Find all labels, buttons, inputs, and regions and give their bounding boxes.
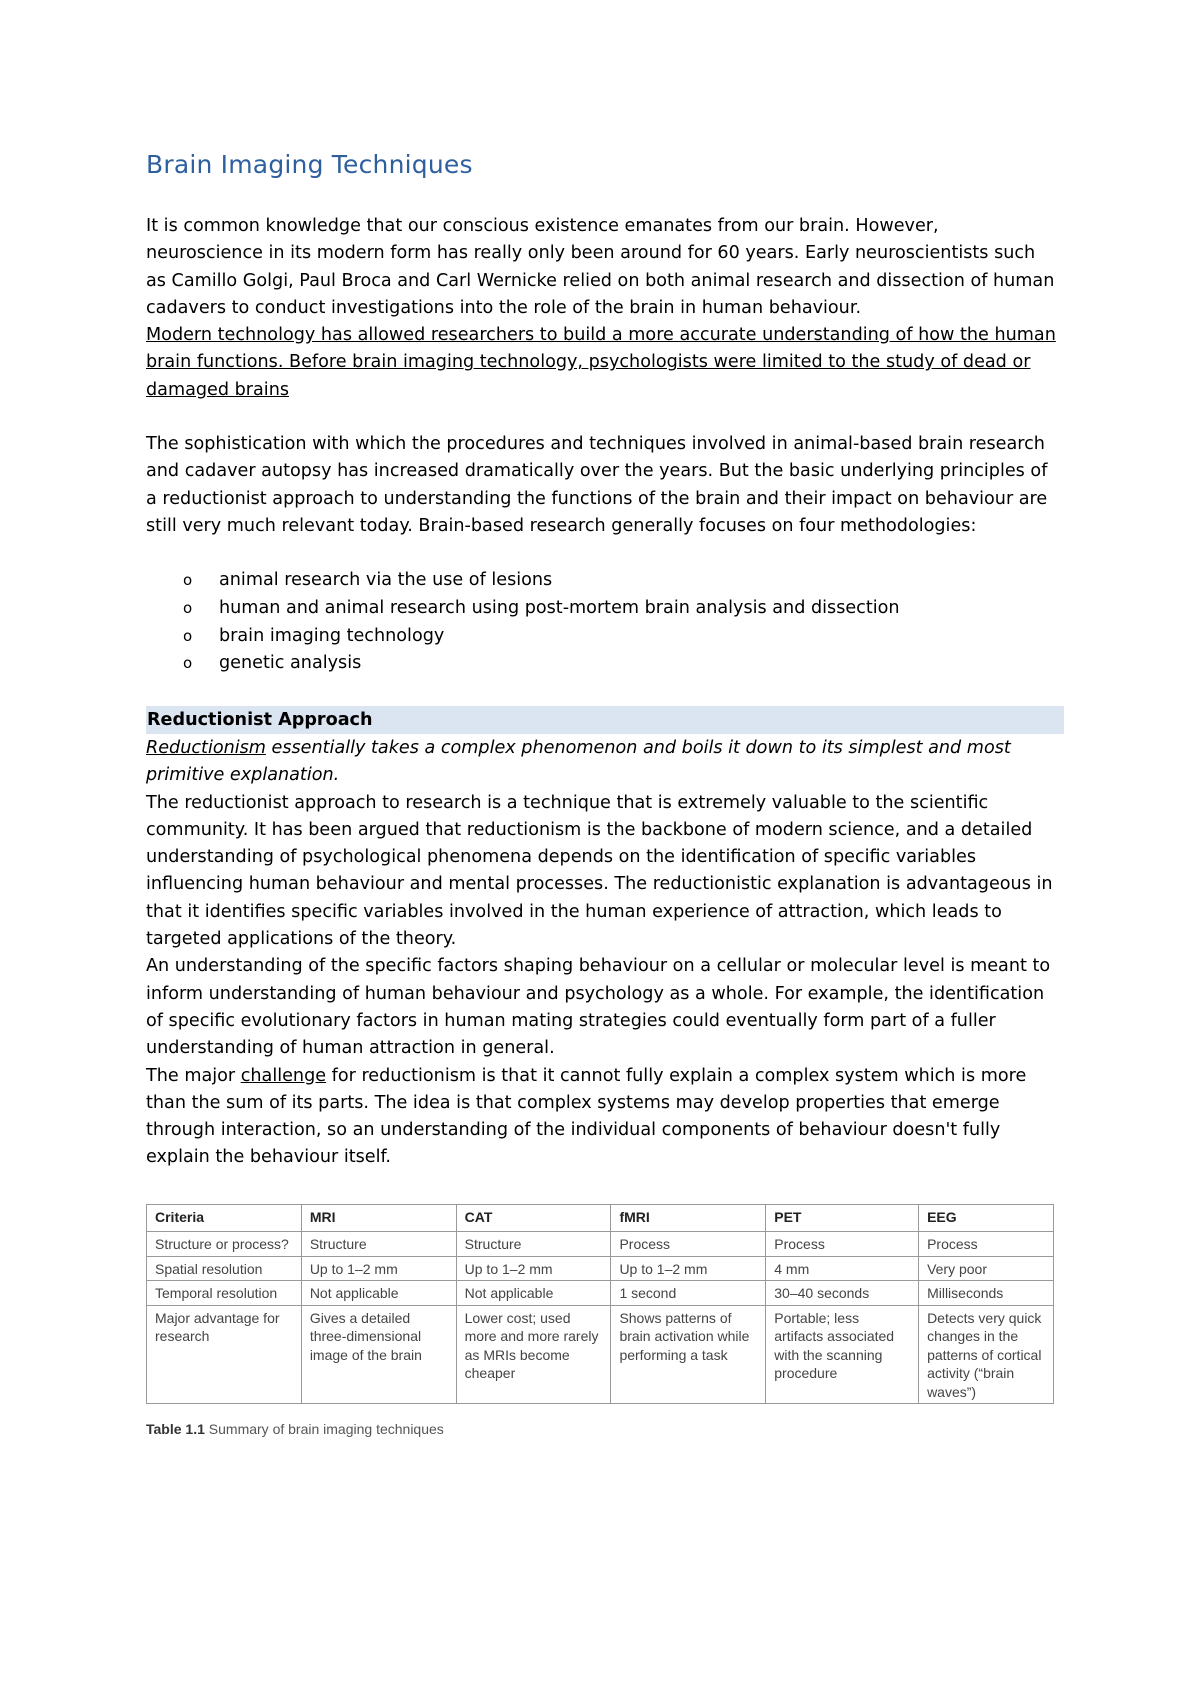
imaging-techniques-table [146,1204,1054,1404]
table-header-cell: Criteria [147,1205,302,1232]
caption-text: Summary of brain imaging techniques [204,1421,444,1437]
definition-term: Reductionism [146,738,266,758]
intro-text: It is common knowledge that our conscious existence emanates from our brain. However, neuroscience in its modern form has really only been around for 60 years. Early neuroscientists such as Camillo Golgi, Paul Broca and Carl Wernicke relied on both animal research and dissection of human cadavers to conduct investigations into the role of the brain in human behaviour. [146,216,1055,318]
table-header-cell: fMRI [611,1205,766,1232]
page-title: Brain Imaging Techniques [146,150,473,179]
table-cell: Process [766,1232,919,1257]
table-cell: Structure [456,1232,611,1257]
table-cell: 30–40 seconds [766,1281,919,1306]
bullet-icon: o [183,571,193,589]
table-cell: Not applicable [456,1281,611,1306]
table-caption [146,1421,1056,1437]
table-cell: Portable; less artifacts associated with the scanning procedure [766,1305,919,1404]
table-cell: Process [919,1232,1054,1257]
table-header-cell: EEG [919,1205,1054,1232]
table-cell: Structure or process? [147,1232,302,1257]
table-cell: Very poor [919,1256,1054,1281]
section-paragraph-3: The major challenge for reductionism is that it cannot fully explain a complex system which is more than the sum of its parts. The idea is that complex systems may develop properties that emerge through interaction, so an understanding of the individual components of behaviour doesn't fully explain the behaviour itself. [146,1065,1027,1168]
table-cell: Detects very quick changes in the patterns of cortical activity (“brain waves”) [919,1305,1054,1404]
methodologies-paragraph: The sophistication with which the procedures and techniques involved in animal-based brain research and cadaver autopsy has increased dramatically over the years. But the basic underlying principles of a reductionist approach to understanding the functions of the brain and their impact on behaviour are still very much relevant today. Brain-based research generally focuses on four methodologies: [146,434,1048,536]
section-paragraph-2: An understanding of the specific factors shaping behaviour on a cellular or molecular level is meant to inform understanding of human behaviour and psychology as a whole. For example, the identification of specific evolutionary factors in human mating strategies could eventually form part of a fuller understanding of human attraction in general. [146,956,1051,1059]
methodologies-list [183,567,900,678]
table-cell: 4 mm [766,1256,919,1281]
table-cell: Gives a detailed three-dimensional image of the brain [301,1305,456,1404]
table-cell: Milliseconds [919,1281,1054,1306]
intro-paragraph [146,213,1056,404]
intro-underlined-text: Modern technology has allowed researchers to build a more accurate understanding of how the human brain functions. Before brain imaging technology, psychologists were limited to the study of dead or damaged brains [146,325,1056,400]
table-cell: Process [611,1232,766,1257]
table-cell: Up to 1–2 mm [301,1256,456,1281]
challenge-link[interactable]: challenge [240,1065,327,1086]
table-header-cell: CAT [456,1205,611,1232]
imaging-table-figure [146,1204,1056,1437]
table-cell: Lower cost; used more and more rarely as MRIs become cheaper [456,1305,611,1404]
table-cell: Up to 1–2 mm [456,1256,611,1281]
table-cell: Major advantage for research [147,1305,302,1404]
table-cell: Shows patterns of brain activation while performing a task [611,1305,766,1404]
table-header-row [147,1205,1054,1232]
table-cell: Structure [301,1232,456,1257]
definition: Reductionism essentially takes a complex phenomenon and boils it down to its simplest and most primitive explanation. [146,738,1011,786]
table-cell: 1 second [611,1281,766,1306]
table-cell: Temporal resolution [147,1281,302,1306]
list-item: o animal research via the use of lesions [183,567,900,595]
section-heading-bar [146,706,1064,734]
table-cell: Spatial resolution [147,1256,302,1281]
bullet-icon: o [183,598,193,617]
list-item: o genetic analysis [183,650,900,678]
caption-label: Table 1.1 [146,1421,205,1437]
table-cell: Up to 1–2 mm [611,1256,766,1281]
table-row [147,1281,1054,1306]
bullet-icon: o [183,626,193,645]
table-header-cell: MRI [301,1205,456,1232]
table-row [147,1232,1054,1257]
list-item: o brain imaging technology [183,623,900,651]
list-item: o human and animal research using post-mortem brain analysis and dissection [183,595,900,623]
table-row [147,1305,1054,1404]
table-cell: Not applicable [301,1281,456,1306]
table-row [147,1256,1054,1281]
bullet-icon: o [183,654,193,673]
reductionist-section [146,735,1056,1172]
section-paragraph-1: The reductionist approach to research is a technique that is extremely valuable to the scientific community. It has been argued that reductionism is the backbone of modern science, and a detailed understanding of psychological phenomena depends on the identification of specific variables influencing human behaviour and mental processes. The reductionistic explanation is advantageous in that it identifies specific variables involved in the human experience of attraction, which leads to targeted applications of the theory. [146,792,1053,950]
table-header-cell: PET [766,1205,919,1232]
section-heading: Reductionist Approach [147,710,373,730]
